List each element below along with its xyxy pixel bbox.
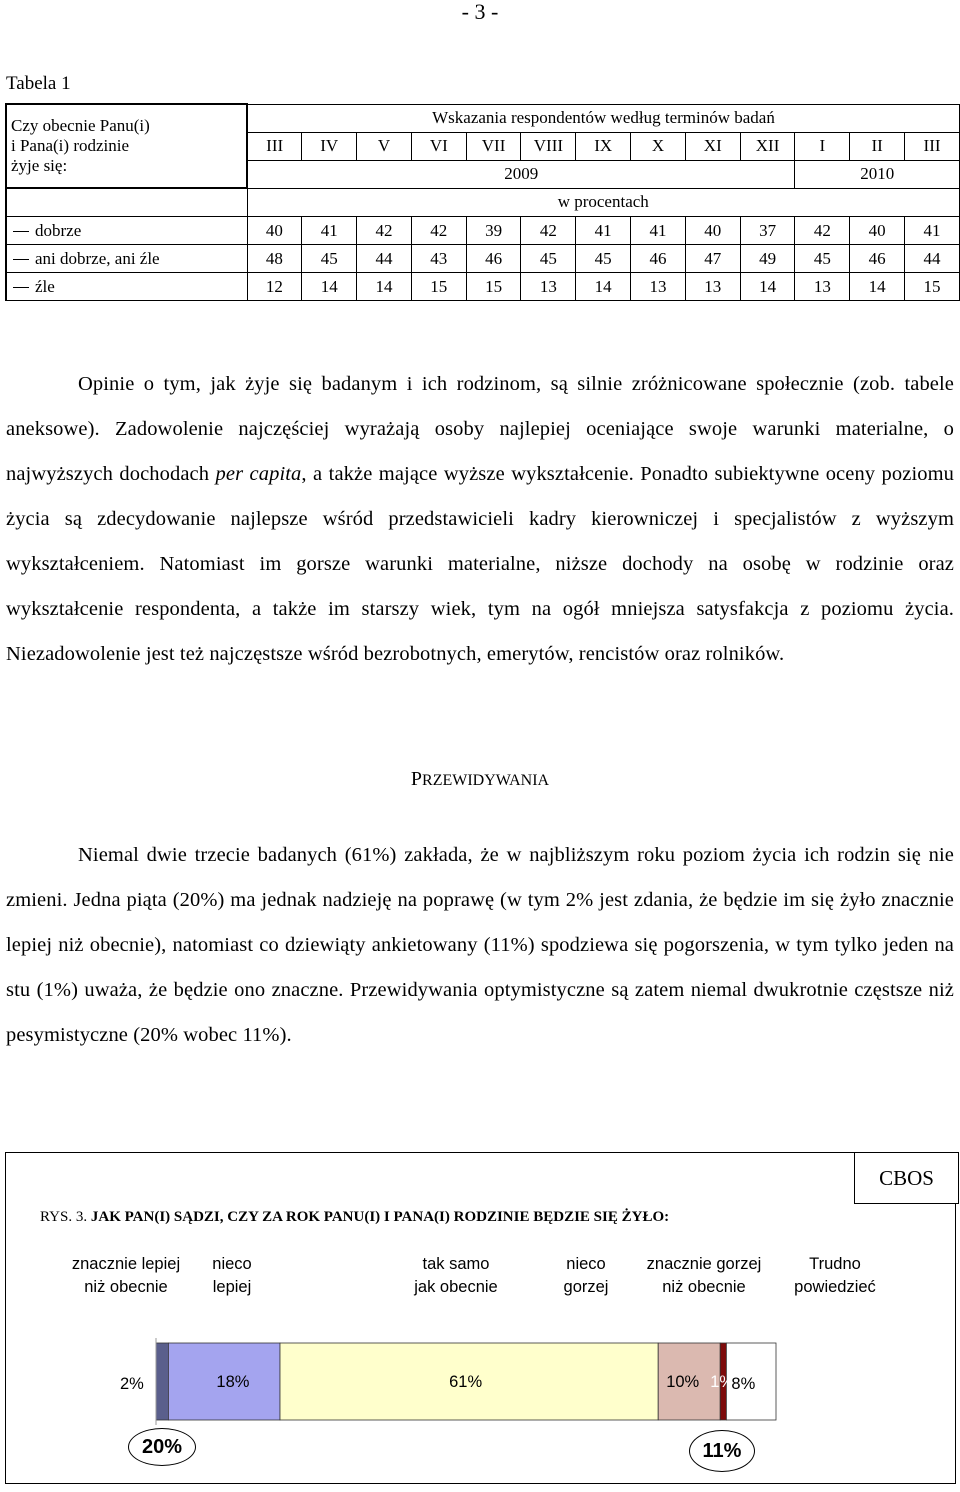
table-cell: 41 (576, 217, 631, 245)
table-cell: 40 (850, 217, 905, 245)
unit-row: w procentach (247, 188, 960, 217)
category-label: nieco lepiej (212, 1255, 252, 1296)
table-cell: 42 (411, 217, 466, 245)
paragraph-predictions: Niemal dwie trzecie badanych (61%) zakłada, że w najbliższym roku poziom życia ich rodzin się nie zmieni. Jedna piąta (20%) ma jednak nadzieję na poprawę (w tym 2% jest zdania, że będzie im się żyło znacznie lepiej niż obecnie), natomiast co dziewiąty ankietowany (11%) spodziewa się pogorszenia, w tym tylko jeden na stu (1%) uważa, że będzie ono znaczne. Przewidywania optymistyczne są zatem niemal dwukrotnie częstsze niż pesymistyczne (20% wobec 11%). (6, 844, 954, 1046)
table-cell: 45 (576, 245, 631, 273)
table-label: Tabela 1 (6, 73, 71, 94)
category-label: znacznie gorzej niż obecnie (646, 1255, 762, 1296)
table-cell: 41 (905, 217, 960, 245)
table-cell: 45 (521, 245, 576, 273)
table-cell: 40 (685, 217, 740, 245)
table-cell: 39 (466, 217, 521, 245)
table-cell: 12 (247, 273, 302, 301)
table-cell: 13 (521, 273, 576, 301)
month-header: VI (411, 132, 466, 160)
group-worse-circle: 11% (689, 1430, 755, 1472)
bar-value-label: 61% (449, 1373, 483, 1391)
year-2010: 2010 (795, 160, 960, 188)
category-label: nieco gorzej (563, 1255, 609, 1296)
category-label: tak samo jak obecnie (414, 1255, 498, 1296)
table-cell: 14 (576, 273, 631, 301)
month-header: IX (576, 132, 631, 160)
row-label: dobrze (6, 217, 247, 245)
table-cell: 48 (247, 245, 302, 273)
table-cell: 42 (521, 217, 576, 245)
table-cell: 44 (357, 245, 412, 273)
table-cell: 13 (795, 273, 850, 301)
table-cell: 43 (411, 245, 466, 273)
cbos-badge: CBOS (854, 1152, 959, 1204)
table-cell: 44 (905, 245, 960, 273)
table-cell: 46 (466, 245, 521, 273)
month-header: II (850, 132, 905, 160)
month-header: VII (466, 132, 521, 160)
month-header: I (795, 132, 850, 160)
year-2009: 2009 (247, 160, 795, 188)
table-cell: 45 (795, 245, 850, 273)
table-cell: 46 (850, 245, 905, 273)
table-stub-header: Czy obecnie Panu(i) i Pana(i) rodzinie żyje się: (6, 104, 247, 188)
row-label: ani dobrze, ani źle (6, 245, 247, 273)
row-label: źle (6, 273, 247, 301)
table-cell: 49 (740, 245, 795, 273)
table-cell: 41 (302, 217, 357, 245)
table-cell: 15 (411, 273, 466, 301)
table-cell: 15 (905, 273, 960, 301)
figure-title: RYS. 3. JAK PAN(I) SĄDZI, CZY ZA ROK PANU(I) I PANA(I) RODZINIE BĘDZIE SIĘ ŻYŁO: (40, 1209, 670, 1225)
month-header: X (631, 132, 686, 160)
section-heading: PRZEWIDYWANIA (410, 768, 550, 790)
bar-segment (156, 1343, 168, 1420)
table-cell: 37 (740, 217, 795, 245)
page-number: - 3 - (461, 0, 499, 24)
bar-value-label: 18% (216, 1373, 250, 1391)
paragraph-opinions: Opinie o tym, jak żyje się badanym i ich rodzinom, są silnie zróżnicowane społecznie (zob. tabele aneksowe). Zadowolenie najczęściej wyrażają osoby najlepiej oceniające swoje warunki materialne, o najwyższych dochodach per capita, a także mające wyższe wykształcenie. Ponadto subiektywne oceny poziomu życia są zdecydowanie najlepsze wśród przedstawicieli kadry kierowniczej i specjalistów z wyższym wykształceniem. Natomiast im gorsze warunki materialne, niższe dochody na osobę w rodzinie oraz wykształcenie respondenta, a także im starszy wiek, tym na ogół mniejsza satysfakcja z poziomu życia. Niezadowolenie jest też najczęstsze wśród bezrobotnych, emerytów, rencistów oraz rolników. (6, 373, 954, 665)
bar-value-label: 10% (666, 1373, 700, 1391)
category-label: znacznie lepiej niż obecnie (71, 1255, 181, 1296)
table-header: Wskazania respondentów według terminów badań (247, 104, 960, 132)
table-cell: 14 (302, 273, 357, 301)
month-header: XII (740, 132, 795, 160)
bar-value-label: 1% (710, 1373, 735, 1391)
table-cell: 13 (631, 273, 686, 301)
month-header: VIII (521, 132, 576, 160)
table-cell: 42 (357, 217, 412, 245)
table-cell: 14 (357, 273, 412, 301)
table-cell: 14 (740, 273, 795, 301)
table-cell: 40 (247, 217, 302, 245)
month-header: III (905, 132, 960, 160)
group-better-circle: 20% (128, 1428, 196, 1466)
table-cell: 15 (466, 273, 521, 301)
month-header: IV (302, 132, 357, 160)
month-header: III (247, 132, 302, 160)
table-cell: 41 (631, 217, 686, 245)
table-cell: 47 (685, 245, 740, 273)
table-cell: 45 (302, 245, 357, 273)
month-header: XI (685, 132, 740, 160)
table-cell: 46 (631, 245, 686, 273)
table-cell: 14 (850, 273, 905, 301)
category-label: Trudno powiedzieć (794, 1255, 876, 1296)
bar-value-label: 2% (120, 1375, 144, 1393)
bar-value-label: 8% (731, 1375, 756, 1393)
month-header: V (357, 132, 412, 160)
table-cell: 13 (685, 273, 740, 301)
table-cell: 42 (795, 217, 850, 245)
